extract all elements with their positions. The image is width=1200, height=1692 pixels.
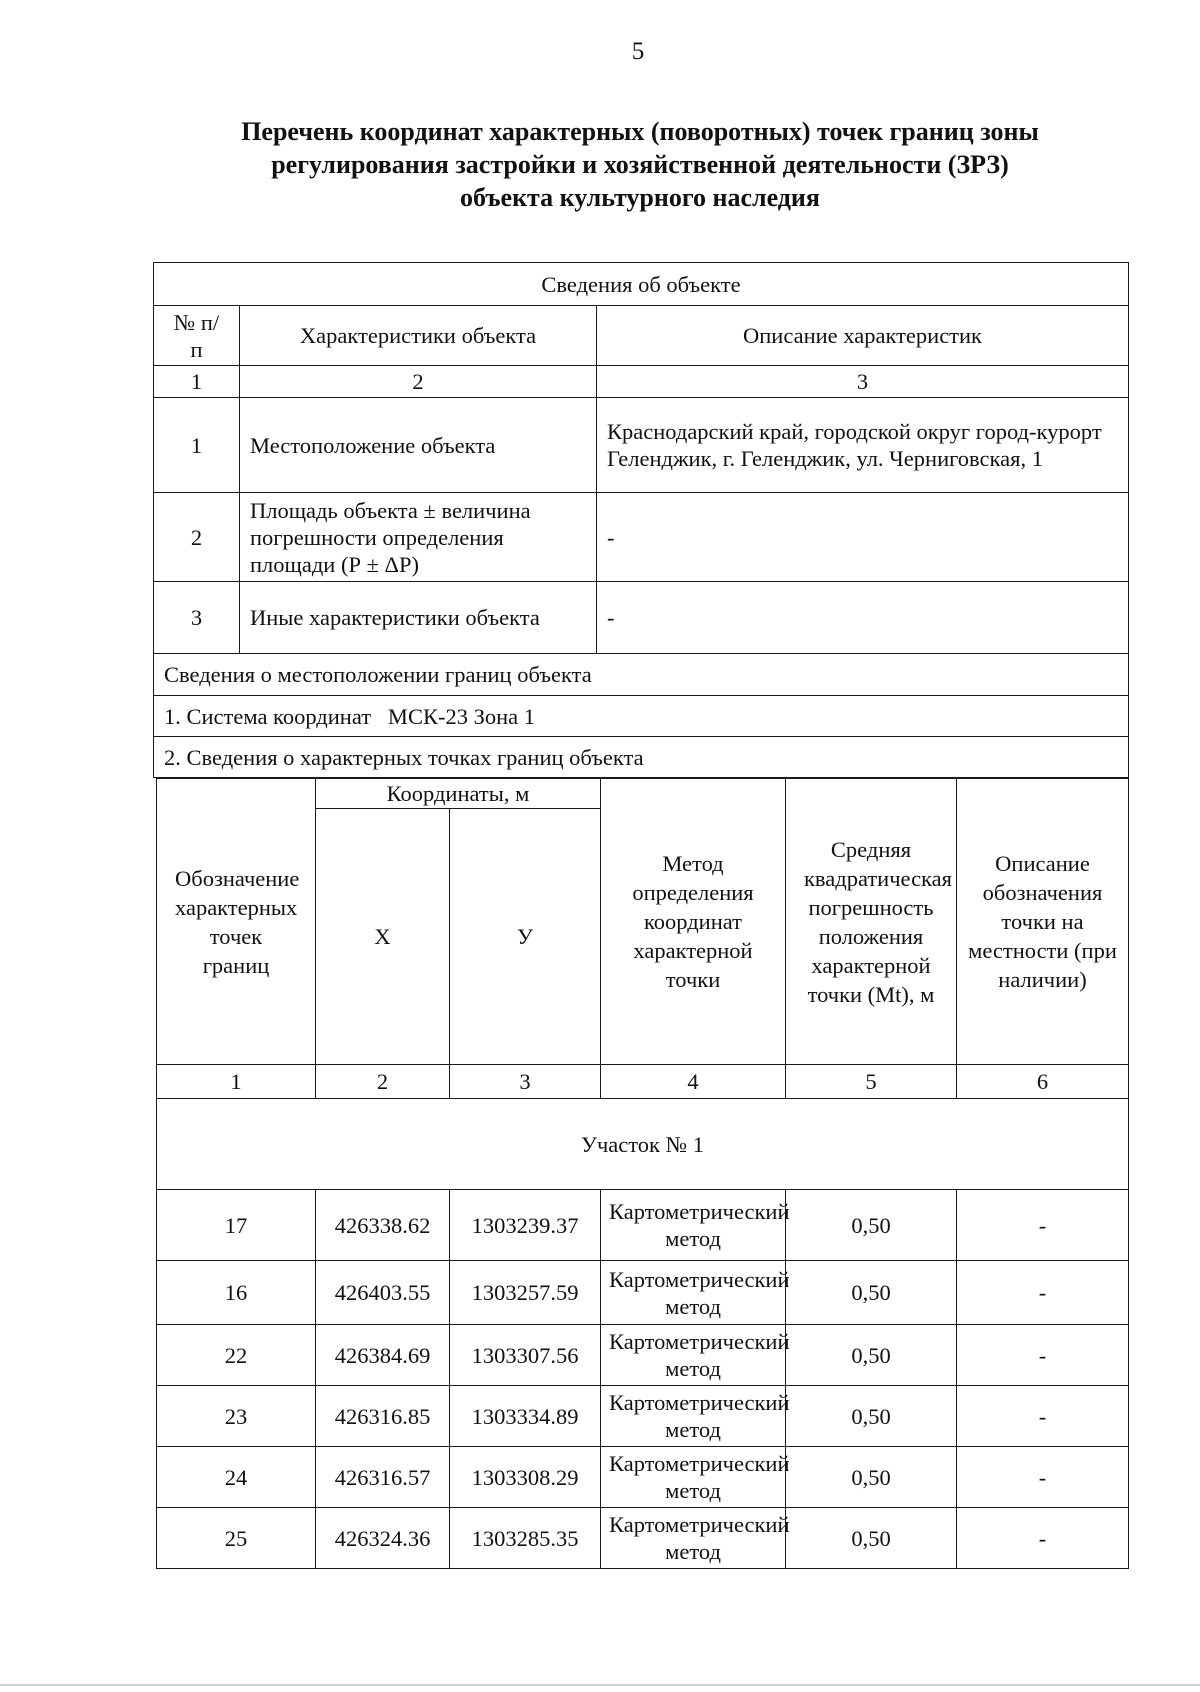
point-method: Картометрический метод <box>601 1190 786 1261</box>
object-characteristics-table <box>153 305 1129 778</box>
col-number-3: 3 <box>597 366 1129 398</box>
table-row <box>157 1190 1129 1261</box>
table-row <box>157 1261 1129 1325</box>
title-line-3: объекта культурного наследия <box>460 183 820 212</box>
row-name: Иные характеристики объекта <box>240 582 597 654</box>
point-description-header: Описание обозначения точки на местности (при наличии) <box>957 779 1129 1065</box>
point-error: 0,50 <box>786 1447 957 1508</box>
table-row <box>154 582 1129 654</box>
x-header: Х <box>316 809 450 1065</box>
point-id: 17 <box>157 1190 316 1261</box>
row-num: 3 <box>154 582 240 654</box>
point-error: 0,50 <box>786 1325 957 1386</box>
point-method: Картометрический метод <box>601 1508 786 1569</box>
point-y: 1303307.56 <box>450 1325 601 1386</box>
point-id: 23 <box>157 1386 316 1447</box>
table-row <box>157 1386 1129 1447</box>
col-number-2: 2 <box>316 1065 450 1099</box>
point-desc: - <box>957 1325 1129 1386</box>
point-method: Картометрический метод <box>601 1447 786 1508</box>
col-number-6: 6 <box>957 1065 1129 1099</box>
point-x: 426338.62 <box>316 1190 450 1261</box>
table-row <box>157 1508 1129 1569</box>
row-name: Местоположение объекта <box>240 398 597 493</box>
page-bottom-divider <box>0 1684 1200 1686</box>
table-row <box>154 398 1129 493</box>
point-desc: - <box>957 1261 1129 1325</box>
point-error: 0,50 <box>786 1190 957 1261</box>
page-number: 5 <box>631 38 645 65</box>
title-line-2: регулирования застройки и хозяйственной деятельности (ЗРЗ) <box>271 150 1009 179</box>
coord-system: 1. Система координат МСК-23 Зона 1 <box>154 696 1129 737</box>
point-method: Картометрический метод <box>601 1261 786 1325</box>
point-y: 1303334.89 <box>450 1386 601 1447</box>
col-number-5: 5 <box>786 1065 957 1099</box>
method-header: Метод определения координат характерной точки <box>601 779 786 1065</box>
point-desc: - <box>957 1447 1129 1508</box>
point-y: 1303257.59 <box>450 1261 601 1325</box>
title-line-1: Перечень координат характерных (поворотных) точек границ зоны <box>241 117 1039 146</box>
plot-title: Участок № 1 <box>157 1099 1129 1190</box>
col-number-2: 2 <box>240 366 597 398</box>
point-error: 0,50 <box>786 1386 957 1447</box>
boundary-points-table <box>156 778 1129 1569</box>
table-row <box>154 493 1129 582</box>
description-header: Описание характеристик <box>597 306 1129 366</box>
point-desc: - <box>957 1190 1129 1261</box>
col-number-4: 4 <box>601 1065 786 1099</box>
point-id: 25 <box>157 1508 316 1569</box>
table-row <box>157 1325 1129 1386</box>
y-header: У <box>450 809 601 1065</box>
col-number-1: 1 <box>154 366 240 398</box>
point-method: Картометрический метод <box>601 1325 786 1386</box>
table-row <box>157 1447 1129 1508</box>
points-section-title: 2. Сведения о характерных точках границ объекта <box>154 737 1129 778</box>
point-id: 16 <box>157 1261 316 1325</box>
col-number-1: 1 <box>157 1065 316 1099</box>
location-section-title: Сведения о местоположении границ объекта <box>154 654 1129 696</box>
point-y: 1303239.37 <box>450 1190 601 1261</box>
designation-header: Обозначение характерных точек границ <box>157 779 316 1065</box>
point-x: 426316.57 <box>316 1447 450 1508</box>
point-method: Картометрический метод <box>601 1386 786 1447</box>
row-num: 2 <box>154 493 240 582</box>
point-desc: - <box>957 1508 1129 1569</box>
coordinates-header: Координаты, м <box>316 779 601 809</box>
point-desc: - <box>957 1386 1129 1447</box>
num-header: № п/п <box>154 306 240 366</box>
point-y: 1303285.35 <box>450 1508 601 1569</box>
point-id: 22 <box>157 1325 316 1386</box>
row-value: - <box>597 582 1129 654</box>
point-error: 0,50 <box>786 1508 957 1569</box>
characteristics-header: Характеристики объекта <box>240 306 597 366</box>
row-value: - <box>597 493 1129 582</box>
point-x: 426384.69 <box>316 1325 450 1386</box>
error-header: Средняя квадратическая погрешность положения характерной точки (Mt), м <box>786 779 957 1065</box>
point-x: 426403.55 <box>316 1261 450 1325</box>
col-number-3: 3 <box>450 1065 601 1099</box>
point-y: 1303308.29 <box>450 1447 601 1508</box>
row-value: Краснодарский край, городской округ город-курорт Геленджик, г. Геленджик, ул. Черниговская, 1 <box>597 398 1129 493</box>
row-name: Площадь объекта ± величина погрешности определения площади (Р ± ΔР) <box>240 493 597 582</box>
object-info-section-title: Сведения об объекте <box>154 263 1129 306</box>
document-title <box>150 115 1130 214</box>
row-num: 1 <box>154 398 240 493</box>
object-info-table <box>153 262 1129 306</box>
point-id: 24 <box>157 1447 316 1508</box>
point-x: 426316.85 <box>316 1386 450 1447</box>
point-error: 0,50 <box>786 1261 957 1325</box>
point-x: 426324.36 <box>316 1508 450 1569</box>
